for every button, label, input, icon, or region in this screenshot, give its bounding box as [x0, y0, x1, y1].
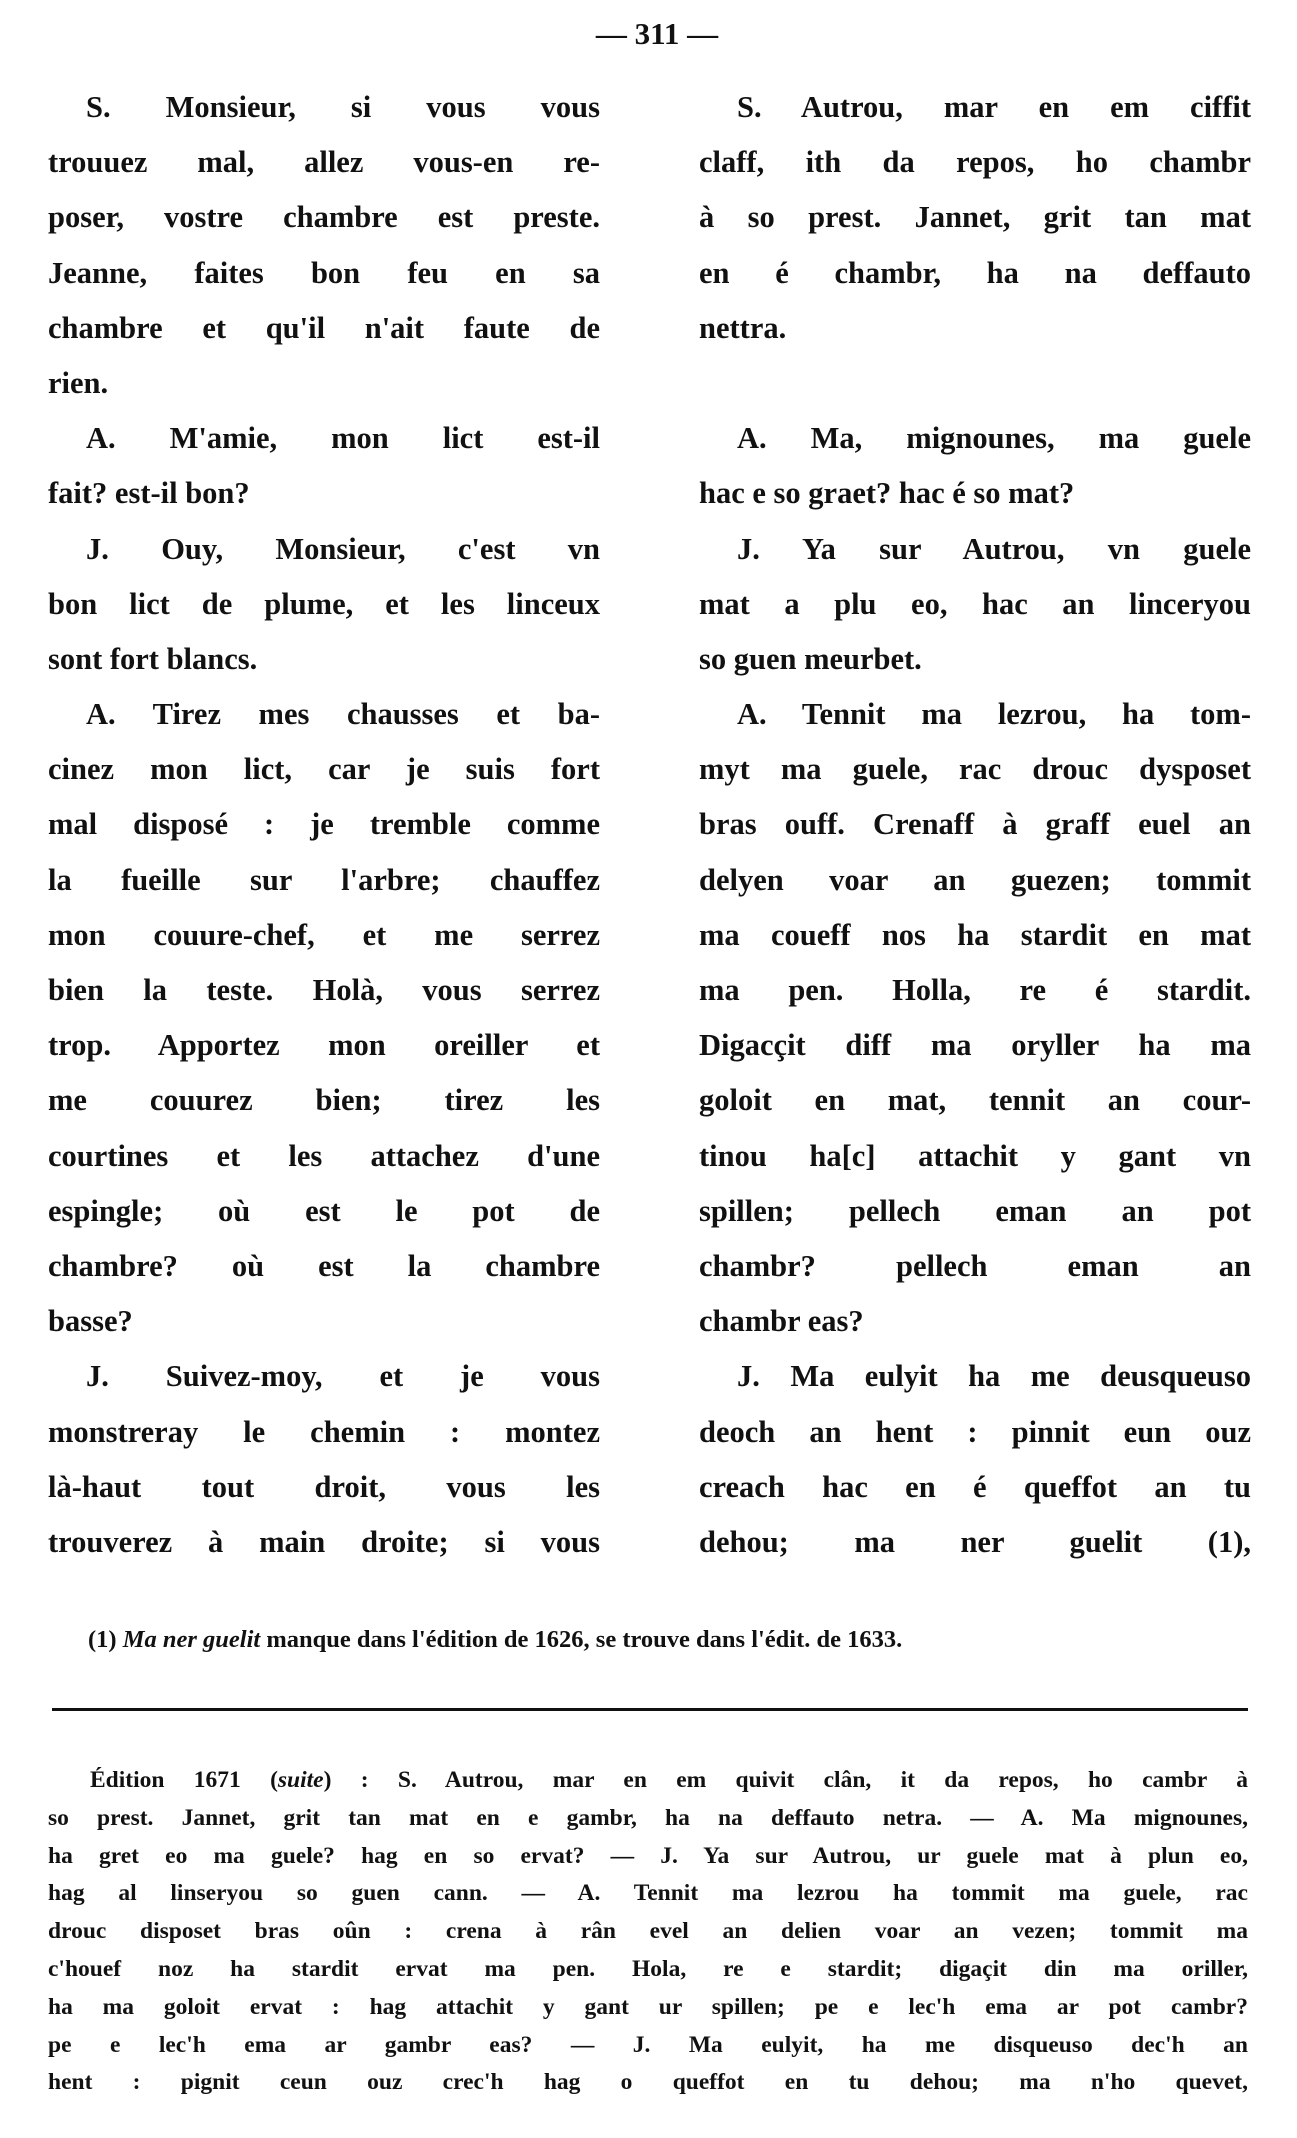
breton-column: [699, 80, 1251, 1570]
text-line: bras ouff. Crenaff à graff euel an: [699, 807, 1251, 842]
text-line: J. Ma eulyit ha me deusqueuso: [737, 1359, 1251, 1394]
text-line: Jeanne, faites bon feu en sa: [48, 255, 600, 290]
text-line: mat a plu eo, hac an linceryou: [699, 586, 1251, 621]
text-line: spillen; pellech eman an pot: [699, 1193, 1251, 1228]
french-column: [48, 80, 600, 1570]
text-line: poser, vostre chambre est preste.: [48, 200, 600, 235]
text-line: mon couure-chef, et me serrez: [48, 917, 600, 952]
page-number: — 311 —: [595, 16, 719, 51]
text-line: J. Ouy, Monsieur, c'est vn: [86, 531, 600, 566]
text-line: bon lict de plume, et les linceux: [48, 586, 600, 621]
text-line: là-haut tout droit, vous les: [48, 1469, 600, 1504]
text-line: goloit en mat, tennit an cour-: [699, 1083, 1251, 1118]
text-line: chambr eas?: [699, 1304, 864, 1339]
text-line: rien.: [48, 365, 109, 400]
text-line: trouuez mal, allez vous-en re-: [48, 145, 600, 180]
text-line: deoch an hent : pinnit eun ouz: [699, 1414, 1251, 1449]
footnote: [88, 1620, 1248, 1660]
text-line: Digacçit diff ma oryller ha ma: [699, 1028, 1251, 1063]
edition-line: [48, 1762, 1248, 1800]
edition-line: so prest. Jannet, grit tan mat en e gambr, ha na deffauto netra. — A. Ma mignounes,: [48, 1804, 1248, 1831]
edition-suite: suite: [277, 1767, 324, 1793]
text-line: nettra.: [699, 310, 787, 345]
text-line: claff, ith da repos, ho chambr: [699, 145, 1251, 180]
text-line: creach hac en é queffot an tu: [699, 1469, 1251, 1504]
edition-line: ha ma goloit ervat : hag attachit y gant ur spillen; pe e lec'h ema ar pot cambr?: [48, 1993, 1248, 2020]
edition-prefix: Édition 1671 (: [90, 1767, 278, 1793]
text-line: S. Monsieur, si vous vous: [86, 90, 600, 124]
edition-line: pe e lec'h ema ar gambr eas? — J. Ma eulyit, ha me disqueuso dec'h an: [48, 2031, 1248, 2058]
text-line: J. Suivez-moy, et je vous: [86, 1359, 600, 1394]
text-line: chambre et qu'il n'ait faute de: [48, 310, 600, 345]
edition-1671-paragraph: [48, 1762, 1248, 2102]
text-line: sont fort blancs.: [48, 641, 258, 676]
footnote-text: manque dans l'édition de 1626, se trouve dans l'édit. de 1633.: [266, 1626, 903, 1653]
divider-rule: [52, 1708, 1248, 1711]
text-line: A. M'amie, mon lict est-il: [86, 421, 600, 456]
text-line: espingle; où est le pot de: [48, 1193, 600, 1228]
text-line: A. Ma, mignounes, ma guele: [737, 421, 1251, 456]
edition-line: ha gret eo ma guele? hag en so ervat? — J. Ya sur Autrou, ur guele mat à plun eo,: [48, 1842, 1248, 1869]
text-line: à so prest. Jannet, grit tan mat: [699, 200, 1251, 235]
text-line: ma coueff nos ha stardit en mat: [699, 917, 1251, 952]
text-line: basse?: [48, 1304, 133, 1339]
text-line: hac e so graet? hac é so mat?: [699, 476, 1075, 511]
text-line: monstreray le chemin : montez: [48, 1414, 600, 1449]
text-line: tinou ha[c] attachit y gant vn: [699, 1138, 1251, 1173]
text-line: ma pen. Holla, re é stardit.: [699, 973, 1251, 1007]
text-line: bien la teste. Holà, vous serrez: [48, 973, 600, 1007]
text-line: A. Tennit ma lezrou, ha tom-: [737, 697, 1251, 732]
text-line: delyen voar an guezen; tommit: [699, 862, 1251, 897]
text-line: chambr? pellech eman an: [699, 1248, 1251, 1283]
text-line: dehou; ma ner guelit (1),: [699, 1524, 1251, 1559]
footnote-italic: Ma ner guelit: [122, 1626, 261, 1653]
text-line: en é chambr, ha na deffauto: [699, 255, 1251, 290]
text-line: la fueille sur l'arbre; chauffez: [48, 862, 600, 897]
text-line: A. Tirez mes chausses et ba-: [86, 697, 600, 732]
text-line: chambre? où est la chambre: [48, 1248, 600, 1283]
text-line: trop. Apportez mon oreiller et: [48, 1028, 600, 1063]
edition-line: drouc disposet bras oûn : crena à rân evel an delien voar an vezen; tommit ma: [48, 1918, 1248, 1945]
edition-line: hent : pignit ceun ouz crec'h hag o queffot en tu dehou; ma n'ho quevet,: [48, 2069, 1248, 2096]
text-line: mal disposé : je tremble comme: [48, 807, 600, 842]
edition-first-rest: ) : S. Autrou, mar en em quivit clân, it da repos, ho cambr à: [323, 1767, 1248, 1793]
footnote-marker: (1): [88, 1626, 117, 1653]
text-line: fait? est-il bon?: [48, 476, 250, 511]
text-line: J. Ya sur Autrou, vn guele: [737, 531, 1251, 566]
text-line: cinez mon lict, car je suis fort: [48, 752, 600, 787]
text-line: courtines et les attachez d'une: [48, 1138, 600, 1173]
text-line: so guen meurbet.: [699, 641, 922, 676]
text-line: myt ma guele, rac drouc dysposet: [699, 752, 1251, 787]
text-line: me couurez bien; tirez les: [48, 1083, 600, 1118]
edition-line: c'houef noz ha stardit ervat ma pen. Hola, re e stardit; digaçit din ma oriller,: [48, 1955, 1248, 1982]
text-line: trouverez à main droite; si vous: [48, 1524, 600, 1559]
text-line: [699, 356, 1251, 411]
edition-line: hag al linseryou so guen cann. — A. Tennit ma lezrou ha tommit ma guele, rac: [48, 1880, 1248, 1907]
text-line: S. Autrou, mar en em ciffit: [737, 90, 1251, 124]
